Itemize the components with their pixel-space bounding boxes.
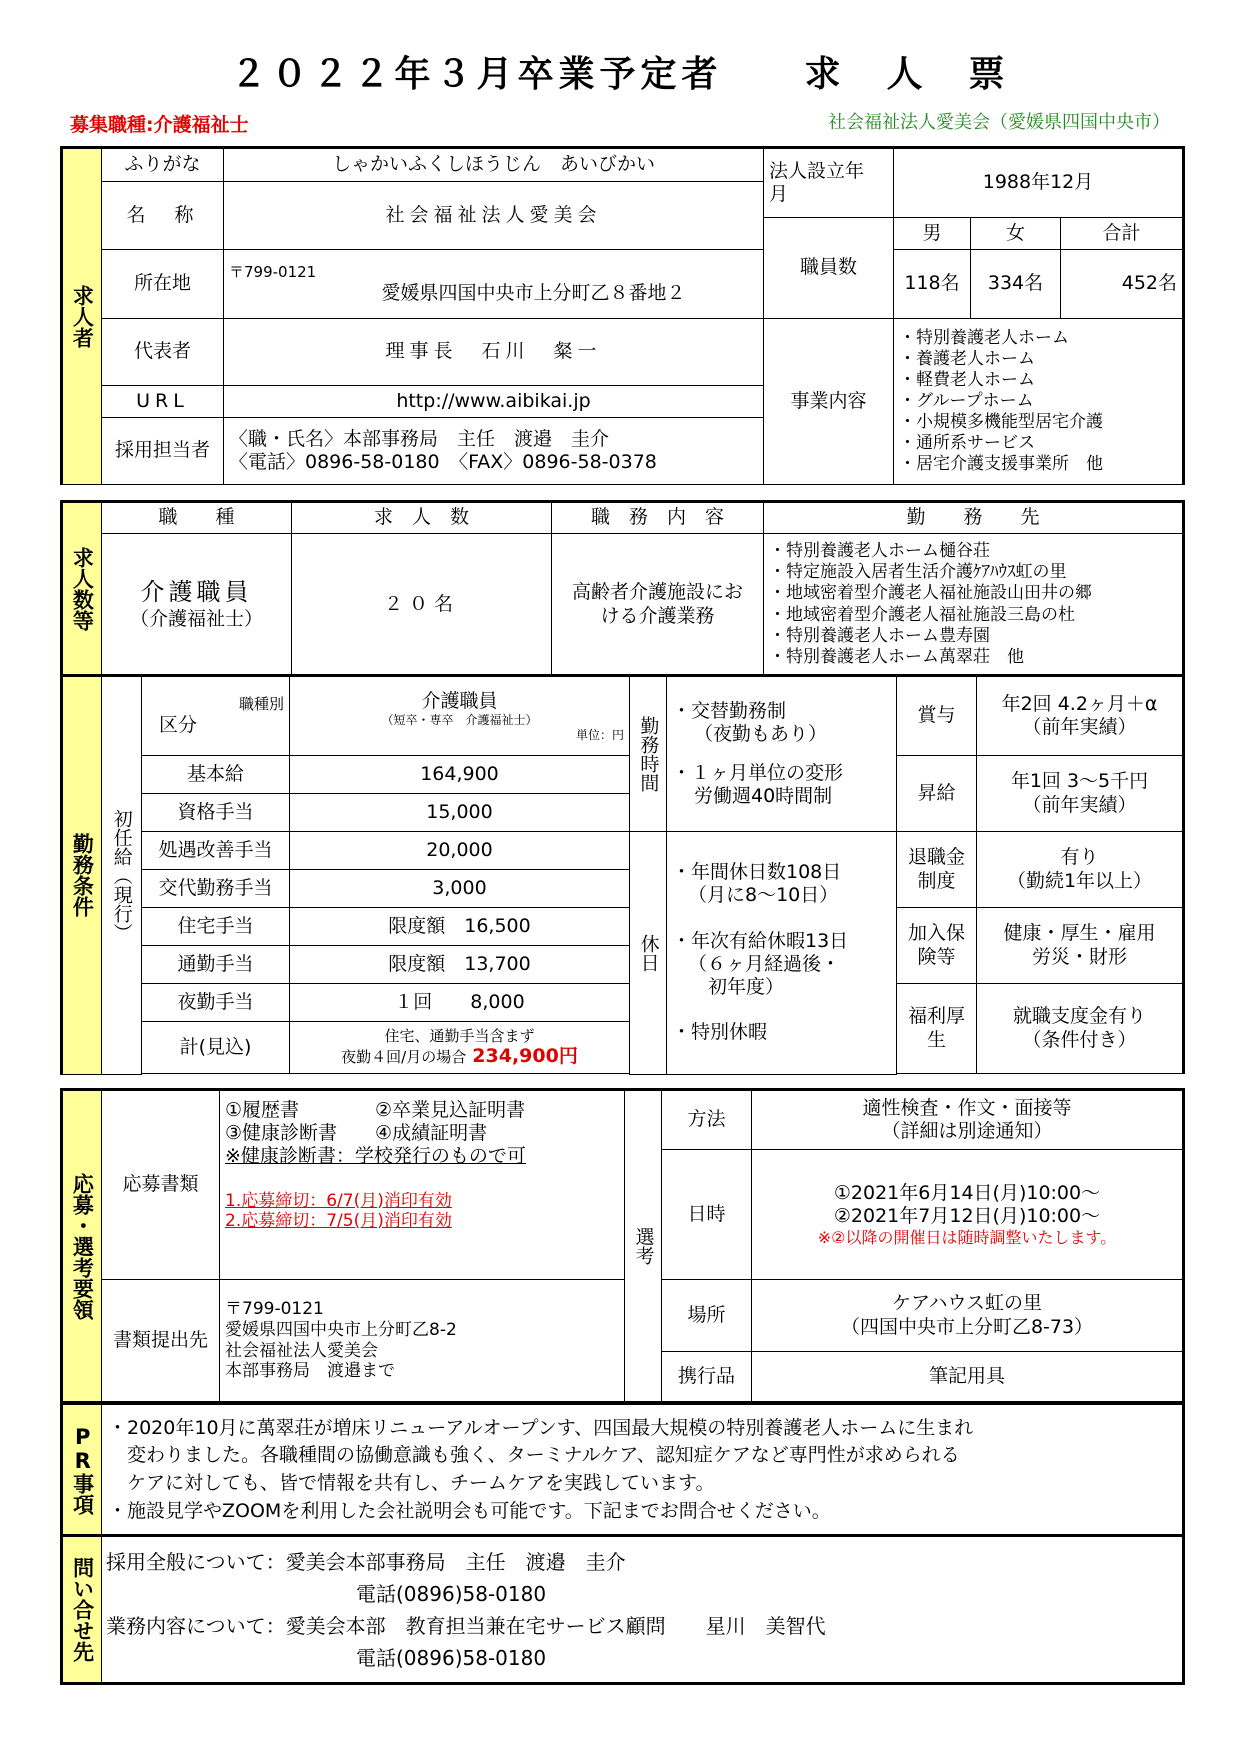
- welfare-cell: [977, 984, 1184, 1074]
- job-column-name: 介護職員: [421, 689, 498, 712]
- total-case: 夜勤４回/月の場合: [341, 1048, 467, 1067]
- kubun-cell: [142, 676, 290, 756]
- staff-label: 職員数: [764, 218, 894, 319]
- hours-2b: 労働週40時間制: [694, 785, 833, 808]
- submit-line: 〒799-0121: [225, 1299, 324, 1320]
- business-item: ・軽費老人ホーム: [899, 369, 1035, 390]
- address-cell: [224, 250, 764, 319]
- selection-label: 選考: [625, 1090, 662, 1402]
- corp-name: 社会福祉法人愛美会: [224, 182, 764, 250]
- pr-line: ケアに対しても、皆で情報を共有し、チームケアを実践しています。: [108, 1472, 715, 1494]
- hours-1b: （夜勤もあり）: [694, 722, 828, 745]
- job-type-name: 介護職員: [140, 578, 253, 607]
- hours-cell: [667, 676, 897, 832]
- job-count: ２０名: [292, 534, 552, 676]
- job-type-sub: （介護福祉士）: [129, 607, 263, 630]
- retire-sub: （勤続1年以上）: [1006, 869, 1153, 892]
- job-type: 募集職種:介護福祉士: [70, 114, 249, 136]
- address: 愛媛県四国中央市上分町乙８番地２: [381, 281, 686, 304]
- submit-cell: [220, 1280, 625, 1402]
- inquiry-line-1: 採用全般について：愛美会本部事務局 主任 渡邉 圭介: [106, 1549, 626, 1574]
- hours-2: ・１ヶ月単位の変形: [672, 762, 844, 784]
- pr-cell: [102, 1404, 1184, 1536]
- submit-line: 愛媛県四国中央市上分町乙8-2: [225, 1319, 457, 1340]
- business-item: ・養護老人ホーム: [899, 348, 1035, 369]
- pay-row-value: 3,000: [290, 870, 630, 908]
- inquiry-phone-2: 電話(0896)58-0180: [356, 1645, 547, 1670]
- holiday-2c: 初年度）: [708, 975, 785, 998]
- hours-1: ・交替勤務制: [672, 699, 787, 722]
- submit-label: 書類提出先: [102, 1280, 220, 1402]
- hours-label: 勤務時間: [630, 676, 667, 832]
- pay-row-label: 基本給: [142, 756, 290, 794]
- workplace-item: ・特別養護老人ホーム萬翠荘 他: [769, 646, 1024, 667]
- application-table: [60, 1088, 1185, 1402]
- docs-2: ③健康診断書 ④成績証明書: [225, 1122, 488, 1145]
- total-cell: [290, 1022, 630, 1074]
- kubun-top: 職種別: [238, 695, 284, 714]
- header-place: 勤 務 先: [764, 502, 1184, 534]
- pay-row-value: 20,000: [290, 832, 630, 870]
- holiday-cell: [667, 832, 897, 1075]
- kubun-bottom: 区分: [159, 713, 198, 736]
- furigana-label: ふりがな: [102, 148, 224, 182]
- contact-name: 〈職・氏名〉本部事務局 主任 渡邉 圭介: [229, 427, 610, 450]
- welfare: 就職支度金有り: [1012, 1005, 1146, 1028]
- insurance-sub: 労災・財形: [1031, 945, 1127, 968]
- pr-line: ・施設見学やZOOMを利用した会社説明会も可能です。下記までお問合せください。: [108, 1499, 831, 1522]
- employer-section-label: 求人者: [62, 148, 102, 485]
- founded-label: 法人設立年 月: [764, 148, 894, 218]
- inquiry-section-label: 問い合せ先: [62, 1536, 102, 1684]
- corporation-name: 社会福祉法人愛美会（愛媛県四国中央市）: [828, 112, 1170, 133]
- total-label: 合計: [1061, 218, 1184, 250]
- total-amount: 234,900円: [472, 1045, 578, 1068]
- deadline-2: 2.応募締切：7/5(月)消印有効: [225, 1211, 452, 1232]
- staff-female: 334名: [971, 250, 1061, 319]
- workplace-list: [764, 534, 1184, 676]
- contact-label: 採用担当者: [102, 418, 224, 485]
- male-label: 男: [894, 218, 971, 250]
- pay-row-label: 処遇改善手当: [142, 832, 290, 870]
- inquiry-phone-1: 電話(0896)58-0180: [356, 1581, 547, 1606]
- docs-1: ①履歴書 ②卒業見込証明書: [225, 1099, 526, 1121]
- total-label: 計(見込): [142, 1022, 290, 1074]
- job-column-header: [290, 676, 630, 756]
- staff-male: 118名: [894, 250, 971, 319]
- page-title: ２０２２年３月卒業予定者 求 人 票: [230, 54, 1010, 95]
- employer-table: [60, 146, 1185, 485]
- business-item: ・通所系サービス: [899, 433, 1035, 454]
- workplace-item: ・地域密着型介護老人福祉施設三島の杜: [769, 604, 1075, 625]
- docs-cell: [220, 1090, 625, 1280]
- bonus-sub: （前年実績）: [1022, 716, 1137, 738]
- rep-label: 代表者: [102, 319, 224, 386]
- bonus: 年2回 4.2ヶ月＋α: [1001, 692, 1158, 715]
- submit-line: 本部事務局 渡邉まで: [225, 1361, 395, 1382]
- retire-cell: [977, 832, 1184, 908]
- contact-cell: [224, 418, 764, 485]
- business-list: [894, 319, 1184, 485]
- holiday-1: ・年間休日数108日: [672, 861, 842, 884]
- business-item: ・グループホーム: [899, 390, 1034, 411]
- holiday-3: ・特別休暇: [672, 1021, 768, 1044]
- job-type-cell: [102, 534, 292, 676]
- bonus-label: 賞与: [897, 676, 977, 756]
- job-duty: 高齢者介護施設における介護業務: [552, 534, 764, 676]
- unit-label: 単位：円: [575, 727, 624, 742]
- holiday-label: 休日: [630, 832, 667, 1075]
- furigana: しゃかいふくしほうじん あいびかい: [224, 148, 764, 182]
- pr-section-label: PR事項: [62, 1404, 102, 1536]
- retire: 有り: [1060, 846, 1099, 869]
- header-duty: 職 務 内 容: [552, 502, 764, 534]
- pay-row-value: １回 8,000: [290, 984, 630, 1022]
- header-count: 求 人 数: [292, 502, 552, 534]
- workplace-item: ・特別養護老人ホーム樋谷荘: [769, 541, 990, 562]
- bonus-cell: [977, 676, 1184, 756]
- deadline-1: 1.応募締切：6/7(月)消印有効: [225, 1190, 452, 1211]
- founded: 1988年12月: [894, 148, 1184, 218]
- bring: 筆記用具: [752, 1352, 1184, 1402]
- inquiry-table: [60, 1534, 1185, 1685]
- job-column-sub: （短卒・専卒 介護福祉士）: [381, 712, 538, 727]
- holiday-2b: （６ヶ月経過後・: [688, 952, 841, 975]
- pr-line: 変わりました。各職種間の協働意識も強く、ターミナルケア、認知症ケアなど専門性が求められる: [108, 1444, 960, 1467]
- place-sub: （四国中央市上分町乙8-73）: [840, 1315, 1094, 1338]
- docs-note: ※健康診断書：学校発行のもので可: [225, 1145, 526, 1168]
- raise: 年1回 3～5千円: [1010, 770, 1149, 793]
- pr-table: [60, 1402, 1185, 1536]
- workplace-item: ・特定施設入居者生活介護ｹｱﾊｳｽ虹の里: [769, 562, 1067, 583]
- recruitment-table: [60, 500, 1185, 676]
- workplace-item: ・特別養護老人ホーム豊寿園: [769, 625, 990, 646]
- conditions-section-label: 勤務条件: [62, 676, 102, 1075]
- place-label: 場所: [662, 1280, 752, 1352]
- method-cell: [752, 1090, 1184, 1150]
- welfare-label: 福利厚生: [897, 984, 977, 1074]
- insurance: 健康・厚生・雇用: [1003, 922, 1156, 945]
- workplace-item: ・地域密着型介護老人福祉施設山田井の郷: [769, 583, 1092, 604]
- url-link[interactable]: http://www.aibikai.jp: [224, 386, 764, 418]
- female-label: 女: [971, 218, 1061, 250]
- postal-code: 〒799-0121: [229, 263, 317, 282]
- pay-row-label: 夜勤手当: [142, 984, 290, 1022]
- inquiry-cell: [102, 1536, 1184, 1684]
- pay-row-label: 住宅手当: [142, 908, 290, 946]
- place-cell: [752, 1280, 1184, 1352]
- raise-label: 昇給: [897, 756, 977, 832]
- holiday-2: ・年次有給休暇13日: [672, 929, 849, 952]
- contact-phone: 〈電話〉0896-58-0180 〈FAX〉0896-58-0378: [229, 451, 657, 473]
- total-note: 住宅、通勤手当含まず: [384, 1026, 535, 1045]
- retire-label: 退職金制度: [897, 832, 977, 908]
- raise-sub: （前年実績）: [1022, 793, 1137, 816]
- application-section-label: 応募・選考要領: [62, 1090, 102, 1402]
- insurance-cell: [977, 908, 1184, 984]
- starting-pay-label: 初任給（現行）: [102, 676, 142, 1075]
- method-label: 方法: [662, 1090, 752, 1150]
- pay-row-label: 交代勤務手当: [142, 870, 290, 908]
- name-label: 名 称: [102, 182, 224, 250]
- business-item: ・小規模多機能型居宅介護: [899, 412, 1103, 433]
- date-2: ②2021年7月12日(月)10:00～: [833, 1204, 1101, 1227]
- date-cell: [752, 1150, 1184, 1280]
- business-label: 事業内容: [764, 319, 894, 485]
- address-label: 所在地: [102, 250, 224, 319]
- business-item: ・居宅介護支援事業所 他: [899, 454, 1103, 475]
- pay-row-label: 資格手当: [142, 794, 290, 832]
- date-note: ※②以降の開催日は随時調整いたします。: [817, 1227, 1117, 1247]
- insurance-label: 加入保険等: [897, 908, 977, 984]
- docs-label: 応募書類: [102, 1090, 220, 1280]
- method-sub: （詳細は別途通知）: [881, 1120, 1053, 1142]
- method: 適性検査・作文・面接等: [862, 1096, 1072, 1119]
- submit-line: 社会福祉法人愛美会: [225, 1340, 378, 1361]
- staff-total: 452名: [1061, 250, 1184, 319]
- pay-row-value: 限度額 13,700: [290, 946, 630, 984]
- pay-row-value: 164,900: [290, 756, 630, 794]
- raise-cell: [977, 756, 1184, 832]
- pr-line: ・2020年10月に萬翠荘が増床リニューアルオープンす、四国最大規模の特別養護老人ホームに生まれ: [108, 1416, 974, 1439]
- pay-row-value: 限度額 16,500: [290, 908, 630, 946]
- inquiry-line-2: 業務内容について：愛美会本部 教育担当兼在宅サービス顧問 星川 美智代: [106, 1613, 826, 1638]
- business-item: ・特別養護老人ホーム: [899, 327, 1069, 348]
- place: ケアハウス虹の里: [892, 1292, 1042, 1315]
- header-type: 職 種: [102, 502, 292, 534]
- url-label: URL: [102, 386, 224, 418]
- representative: 理事長 石川 粲一: [224, 319, 764, 386]
- recruitment-section-label: 求人数等: [62, 502, 102, 676]
- conditions-table: [60, 674, 1185, 1075]
- pay-row-label: 通勤手当: [142, 946, 290, 984]
- bring-label: 携行品: [662, 1352, 752, 1402]
- date-label: 日時: [662, 1150, 752, 1280]
- date-1: ①2021年6月14日(月)10:00～: [833, 1181, 1101, 1204]
- holiday-1b: （月に8～10日）: [688, 884, 839, 907]
- welfare-sub: （条件付き）: [1022, 1028, 1137, 1051]
- pay-row-value: 15,000: [290, 794, 630, 832]
